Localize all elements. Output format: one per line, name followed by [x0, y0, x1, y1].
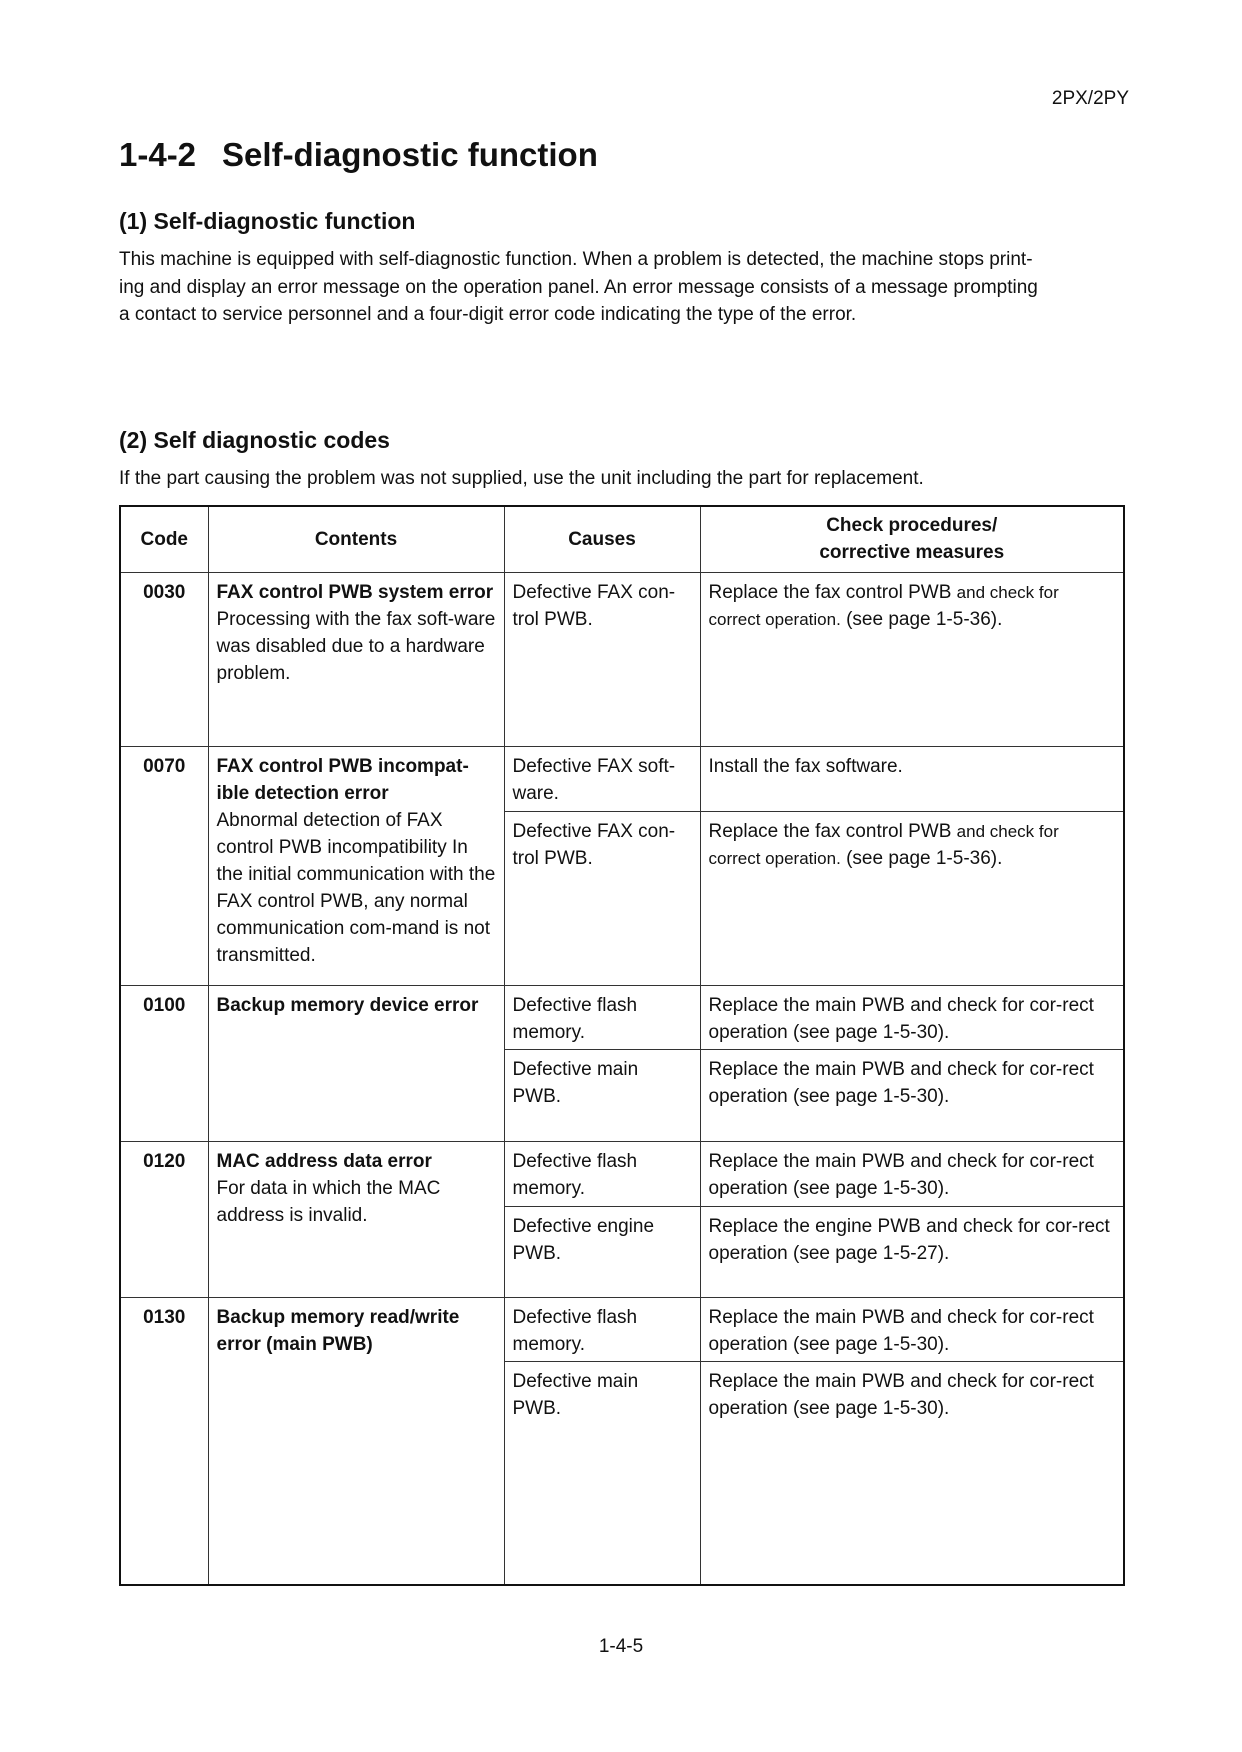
error-description: For data in which the MAC address is invalid. [216, 1177, 441, 1226]
table-row [120, 572, 1124, 746]
page-title [119, 136, 598, 174]
body-line: ing and display an error message on the operation panel. An error message consists of a message prompting [119, 276, 1038, 298]
error-code: 0070 [120, 746, 208, 985]
corrective-measure: Replace the main PWB and check for cor-rect operation (see page 1-5-30). [700, 1361, 1124, 1585]
table-row [120, 1297, 1124, 1361]
error-code: 0100 [120, 985, 208, 1141]
error-contents [208, 1141, 504, 1297]
table-row [120, 746, 1124, 811]
header-contents: Contents [208, 506, 504, 572]
corrective-measure: Replace the main PWB and check for cor-rect operation (see page 1-5-30). [700, 1049, 1124, 1141]
subsection-2-heading: (2) Self diagnostic codes [119, 427, 390, 453]
corrective-measure: Replace the fax control PWB and check for correct operation. (see page 1-5-36). [700, 811, 1124, 985]
corrective-measure: Replace the main PWB and check for cor-rect operation (see page 1-5-30). [700, 1141, 1124, 1206]
error-cause: Defective flash memory. [504, 985, 700, 1049]
error-code: 0030 [120, 572, 208, 746]
header-measures: Check procedures/ corrective measures [700, 506, 1124, 572]
subsection-1-heading: (1) Self-diagnostic function [119, 208, 416, 234]
error-contents [208, 572, 504, 746]
corrective-measure: Install the fax software. [700, 746, 1124, 811]
error-cause: Defective flash memory. [504, 1141, 700, 1206]
error-cause: Defective FAX con-trol PWB. [504, 811, 700, 985]
error-cause: Defective FAX soft-ware. [504, 746, 700, 811]
error-title: MAC address data error [216, 1150, 432, 1172]
corrective-measure: Replace the main PWB and check for cor-rect operation (see page 1-5-30). [700, 985, 1124, 1049]
error-contents [208, 746, 504, 985]
error-description: Abnormal detection of FAX control PWB incompatibility In the initial communication with the FAX control PWB, any normal communication com-mand is not transmitted. [216, 809, 496, 966]
section-title: Self-diagnostic function [222, 136, 598, 173]
corrective-measure: Replace the fax control PWB and check for correct operation. (see page 1-5-36). [700, 572, 1124, 746]
error-title: FAX control PWB system error [216, 581, 494, 603]
table-row [120, 985, 1124, 1049]
error-cause: Defective main PWB. [504, 1361, 700, 1585]
error-title: Backup memory read/write error (main PWB) [216, 1306, 460, 1355]
page-number: 1-4-5 [598, 1636, 644, 1657]
subsection-2-intro: If the part causing the problem was not supplied, use the unit including the part for replacement. [119, 468, 924, 489]
diagnostic-codes-table [119, 505, 1125, 1586]
subsection-1-body [119, 246, 1129, 329]
error-contents [208, 985, 504, 1141]
error-title: Backup memory device error [216, 994, 479, 1016]
error-cause: Defective main PWB. [504, 1049, 700, 1141]
section-number: 1-4-2 [119, 136, 197, 173]
error-title: FAX control PWB incompat-ible detection error [216, 755, 469, 804]
error-description: Processing with the fax soft-ware was disabled due to a hardware problem. [216, 608, 496, 684]
error-cause: Defective flash memory. [504, 1297, 700, 1361]
table-header-row [120, 506, 1124, 572]
error-contents [208, 1297, 504, 1585]
document-model-code: 2PX/2PY [1051, 88, 1129, 109]
table-row [120, 1141, 1124, 1206]
body-line: a contact to service personnel and a four-digit error code indicating the type of the error. [119, 304, 857, 325]
error-code: 0120 [120, 1141, 208, 1297]
body-line: This machine is equipped with self-diagnostic function. When a problem is detected, the machine stops print- [119, 249, 1033, 270]
corrective-measure: Replace the main PWB and check for cor-rect operation (see page 1-5-30). [700, 1297, 1124, 1361]
header-code: Code [120, 506, 208, 572]
error-cause: Defective FAX con-trol PWB. [504, 572, 700, 746]
corrective-measure: Replace the engine PWB and check for cor-rect operation (see page 1-5-27). [700, 1206, 1124, 1297]
header-causes: Causes [504, 506, 700, 572]
error-cause: Defective engine PWB. [504, 1206, 700, 1297]
error-code: 0130 [120, 1297, 208, 1585]
